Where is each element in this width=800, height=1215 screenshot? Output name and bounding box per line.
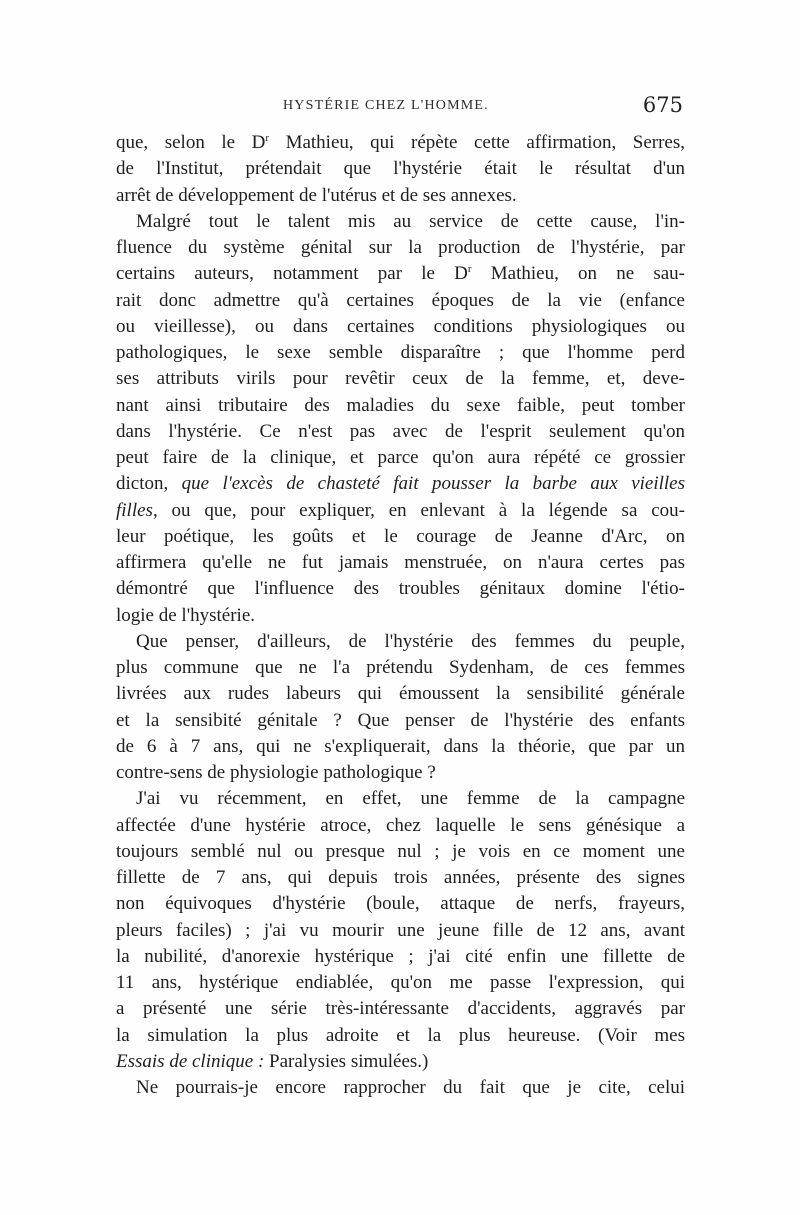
text-line: logie de l'hystérie. bbox=[116, 604, 256, 626]
body-text bbox=[116, 130, 685, 1101]
text-line: peut faire de la clinique, et parce qu'on aura répété ce grossier bbox=[116, 447, 685, 468]
text-line: a présenté une série très-intéressante d'accidents, aggravés par bbox=[116, 998, 685, 1020]
text-line: 11 ans, hystérique endiablée, qu'on me passe l'expression, qui bbox=[116, 972, 685, 993]
text-line: plus commune que ne l'a prétendu Sydenham, de ces femmes bbox=[116, 657, 685, 678]
text-line: contre-sens de physiologie pathologique ? bbox=[116, 762, 436, 783]
text-line: dicton, que l'excès de chasteté fait pousser la barbe aux vieilles bbox=[116, 473, 685, 495]
text-line: rait donc admettre qu'à certaines époques de la vie (enfance bbox=[116, 289, 685, 311]
text-line: ses attributs virils pour revêtir ceux de la femme, et, deve- bbox=[116, 368, 685, 390]
text-line: J'ai vu récemment, en effet, une femme de la campagne bbox=[136, 788, 685, 810]
text-line: pathologiques, le sexe semble disparaître ; que l'homme perd bbox=[116, 342, 685, 363]
text-line: nant ainsi tributaire des maladies du sexe faible, peut tomber bbox=[116, 394, 685, 416]
paragraph-5 bbox=[116, 1075, 685, 1101]
text-line: ou vieillesse), ou dans certaines conditions physiologiques ou bbox=[116, 315, 685, 337]
text-line: affirmera qu'elle ne fut jamais menstruée, on n'aura certes pas bbox=[116, 552, 685, 573]
page-header bbox=[116, 93, 687, 126]
text-line: de 6 à 7 ans, qui ne s'expliquerait, dans la théorie, que par un bbox=[116, 735, 685, 757]
text-line: fillette de 7 ans, qui depuis trois années, présente des signes bbox=[116, 867, 685, 888]
text-line: toujours semblé nul ou presque nul ; je vois en ce moment une bbox=[116, 840, 685, 862]
page-number: 675 bbox=[642, 93, 683, 117]
text-line: Ne pourrais-je encore rapprocher du fait que je cite, celui bbox=[136, 1077, 685, 1098]
text-line: pleurs faciles) ; j'ai vu mourir une jeune fille de 12 ans, avant bbox=[116, 919, 685, 941]
text-line: de l'Institut, prétendait que l'hystérie était le résultat d'un bbox=[116, 158, 685, 180]
paragraph-3 bbox=[116, 629, 685, 787]
text-line: non équivoques d'hystérie (boule, attaque de nerfs, frayeurs, bbox=[116, 893, 685, 915]
text-line: démontré que l'influence des troubles génitaux domine l'étio- bbox=[116, 578, 685, 600]
text-line: arrêt de développement de l'utérus et de ses annexes. bbox=[116, 184, 517, 206]
paragraph-2 bbox=[116, 209, 685, 629]
paragraph-1 bbox=[116, 130, 685, 209]
text-line: filles, ou que, pour expliquer, en enlevant à la légende sa cou- bbox=[116, 499, 685, 521]
text-line: Que penser, d'ailleurs, de l'hystérie des femmes du peuple, bbox=[136, 630, 685, 652]
text-line: que, selon le $D^r$ Mathieu, qui répète cette affirmation, Serres, bbox=[116, 132, 685, 153]
running-title: HYSTÉRIE CHEZ L'HOMME. bbox=[283, 98, 489, 113]
text-line: fluence du système génital sur la production de l'hystérie, par bbox=[116, 237, 685, 258]
paragraph-4 bbox=[116, 786, 685, 1075]
text-line: leur poétique, les goûts et le courage de Jeanne d'Arc, on bbox=[116, 525, 685, 547]
text-line: la nubilité, d'anorexie hystérique ; j'ai cité enfin une fillette de bbox=[116, 945, 685, 967]
text-line: dans l'hystérie. Ce n'est pas avec de l'esprit seulement qu'on bbox=[116, 420, 685, 442]
text-line: et la sensibité génitale ? Que penser de l'hystérie des enfants bbox=[116, 709, 685, 731]
text-line: certains auteurs, notamment par le $D^r$ Mathieu, on ne sau- bbox=[116, 263, 685, 285]
text-line: la simulation la plus adroite et la plus heureuse. (Voir mes bbox=[116, 1024, 685, 1046]
text-line: affectée d'une hystérie atroce, chez laquelle le sens génésique a bbox=[116, 814, 685, 836]
text-line: livrées aux rudes labeurs qui émoussent la sensibilité générale bbox=[116, 683, 685, 705]
text-line: Malgré tout le talent mis au service de cette cause, l'in- bbox=[136, 210, 685, 232]
text-line: Essais de clinique : Paralysies simulées.) bbox=[116, 1050, 429, 1072]
